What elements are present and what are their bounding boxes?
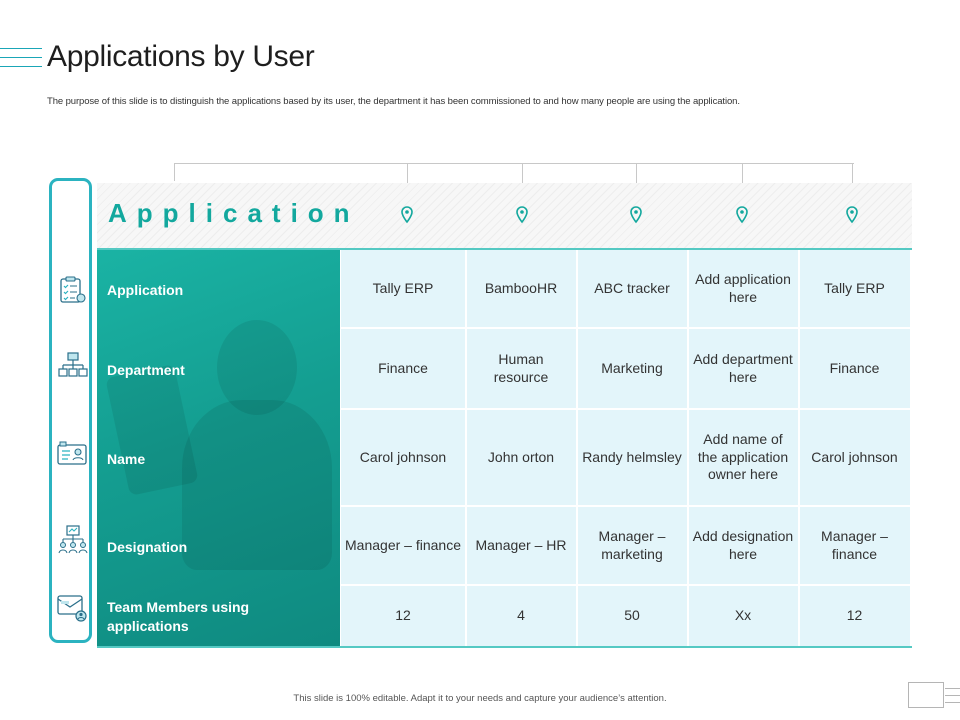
connector-drop (174, 163, 175, 181)
row-label-panel (97, 250, 340, 647)
table-cell: Xx (734, 607, 752, 624)
clipboard-checklist-icon (56, 274, 88, 306)
table-cell: 12 (846, 607, 863, 624)
location-pin-icon (629, 206, 643, 224)
table-cell: Manager – marketing (598, 528, 666, 562)
corner-decoration-lines (945, 686, 960, 706)
connector-line (174, 163, 854, 164)
table-cell: Manager – HR (475, 536, 567, 553)
id-card-icon (56, 438, 88, 470)
table-cell: Tally ERP (824, 279, 885, 296)
mail-user-icon (56, 592, 88, 624)
table-cell: Randy helmsley (582, 448, 682, 465)
hierarchy-presentation-icon (57, 524, 89, 556)
row-label-team-members: Team Members using applications (107, 599, 250, 634)
table-cell: Carol johnson (811, 448, 898, 465)
table-cell: Finance (378, 359, 428, 376)
location-pin-icon (400, 206, 414, 224)
location-pin-icon (515, 206, 529, 224)
panel-photo-shape (105, 364, 198, 496)
table-cell: John orton (487, 448, 555, 465)
row-label-department: Department (107, 362, 185, 378)
table-cell: Manager – finance (821, 528, 888, 562)
table-cell: 12 (395, 607, 411, 624)
table-cell: Manager – finance (345, 536, 461, 553)
table-cell: Add name of the application owner here (697, 431, 789, 483)
row-label-name: Name (107, 451, 146, 467)
location-pin-icon (735, 206, 749, 224)
table-cell: Add designation here (692, 528, 794, 562)
table-cell: Add application here (695, 271, 791, 305)
table-cell: BambooHR (484, 279, 558, 296)
table-cell: Human resource (493, 351, 549, 385)
table-cell: ABC tracker (594, 279, 670, 296)
table-cell: Marketing (601, 359, 663, 376)
org-chart-icon (57, 350, 89, 382)
table-bottom-rule (97, 646, 912, 648)
panel-photo-shape (182, 400, 332, 570)
table-cell: Finance (829, 359, 880, 376)
corner-decoration (908, 682, 944, 708)
footer-note: This slide is 100% editable. Adapt it to your needs and capture your audience’s attention. (293, 693, 667, 704)
icon-column-frame (49, 178, 92, 643)
location-pin-icon (845, 206, 859, 224)
page-subtitle: The purpose of this slide is to distinguish the applications based by its user, the department it has been commissioned to and how many people are using the application. (47, 96, 740, 107)
table-cell: Tally ERP (372, 279, 434, 296)
page-title: Applications by User (47, 40, 315, 73)
table-cell: Add department here (693, 351, 793, 385)
table-header-label: Application (108, 198, 360, 228)
table-cell: 4 (517, 607, 525, 624)
row-label-application: Application (107, 282, 184, 298)
title-decoration (0, 46, 42, 72)
row-label-designation: Designation (107, 539, 188, 555)
table-cell: 50 (624, 607, 640, 624)
table-cell: Carol johnson (359, 448, 447, 465)
